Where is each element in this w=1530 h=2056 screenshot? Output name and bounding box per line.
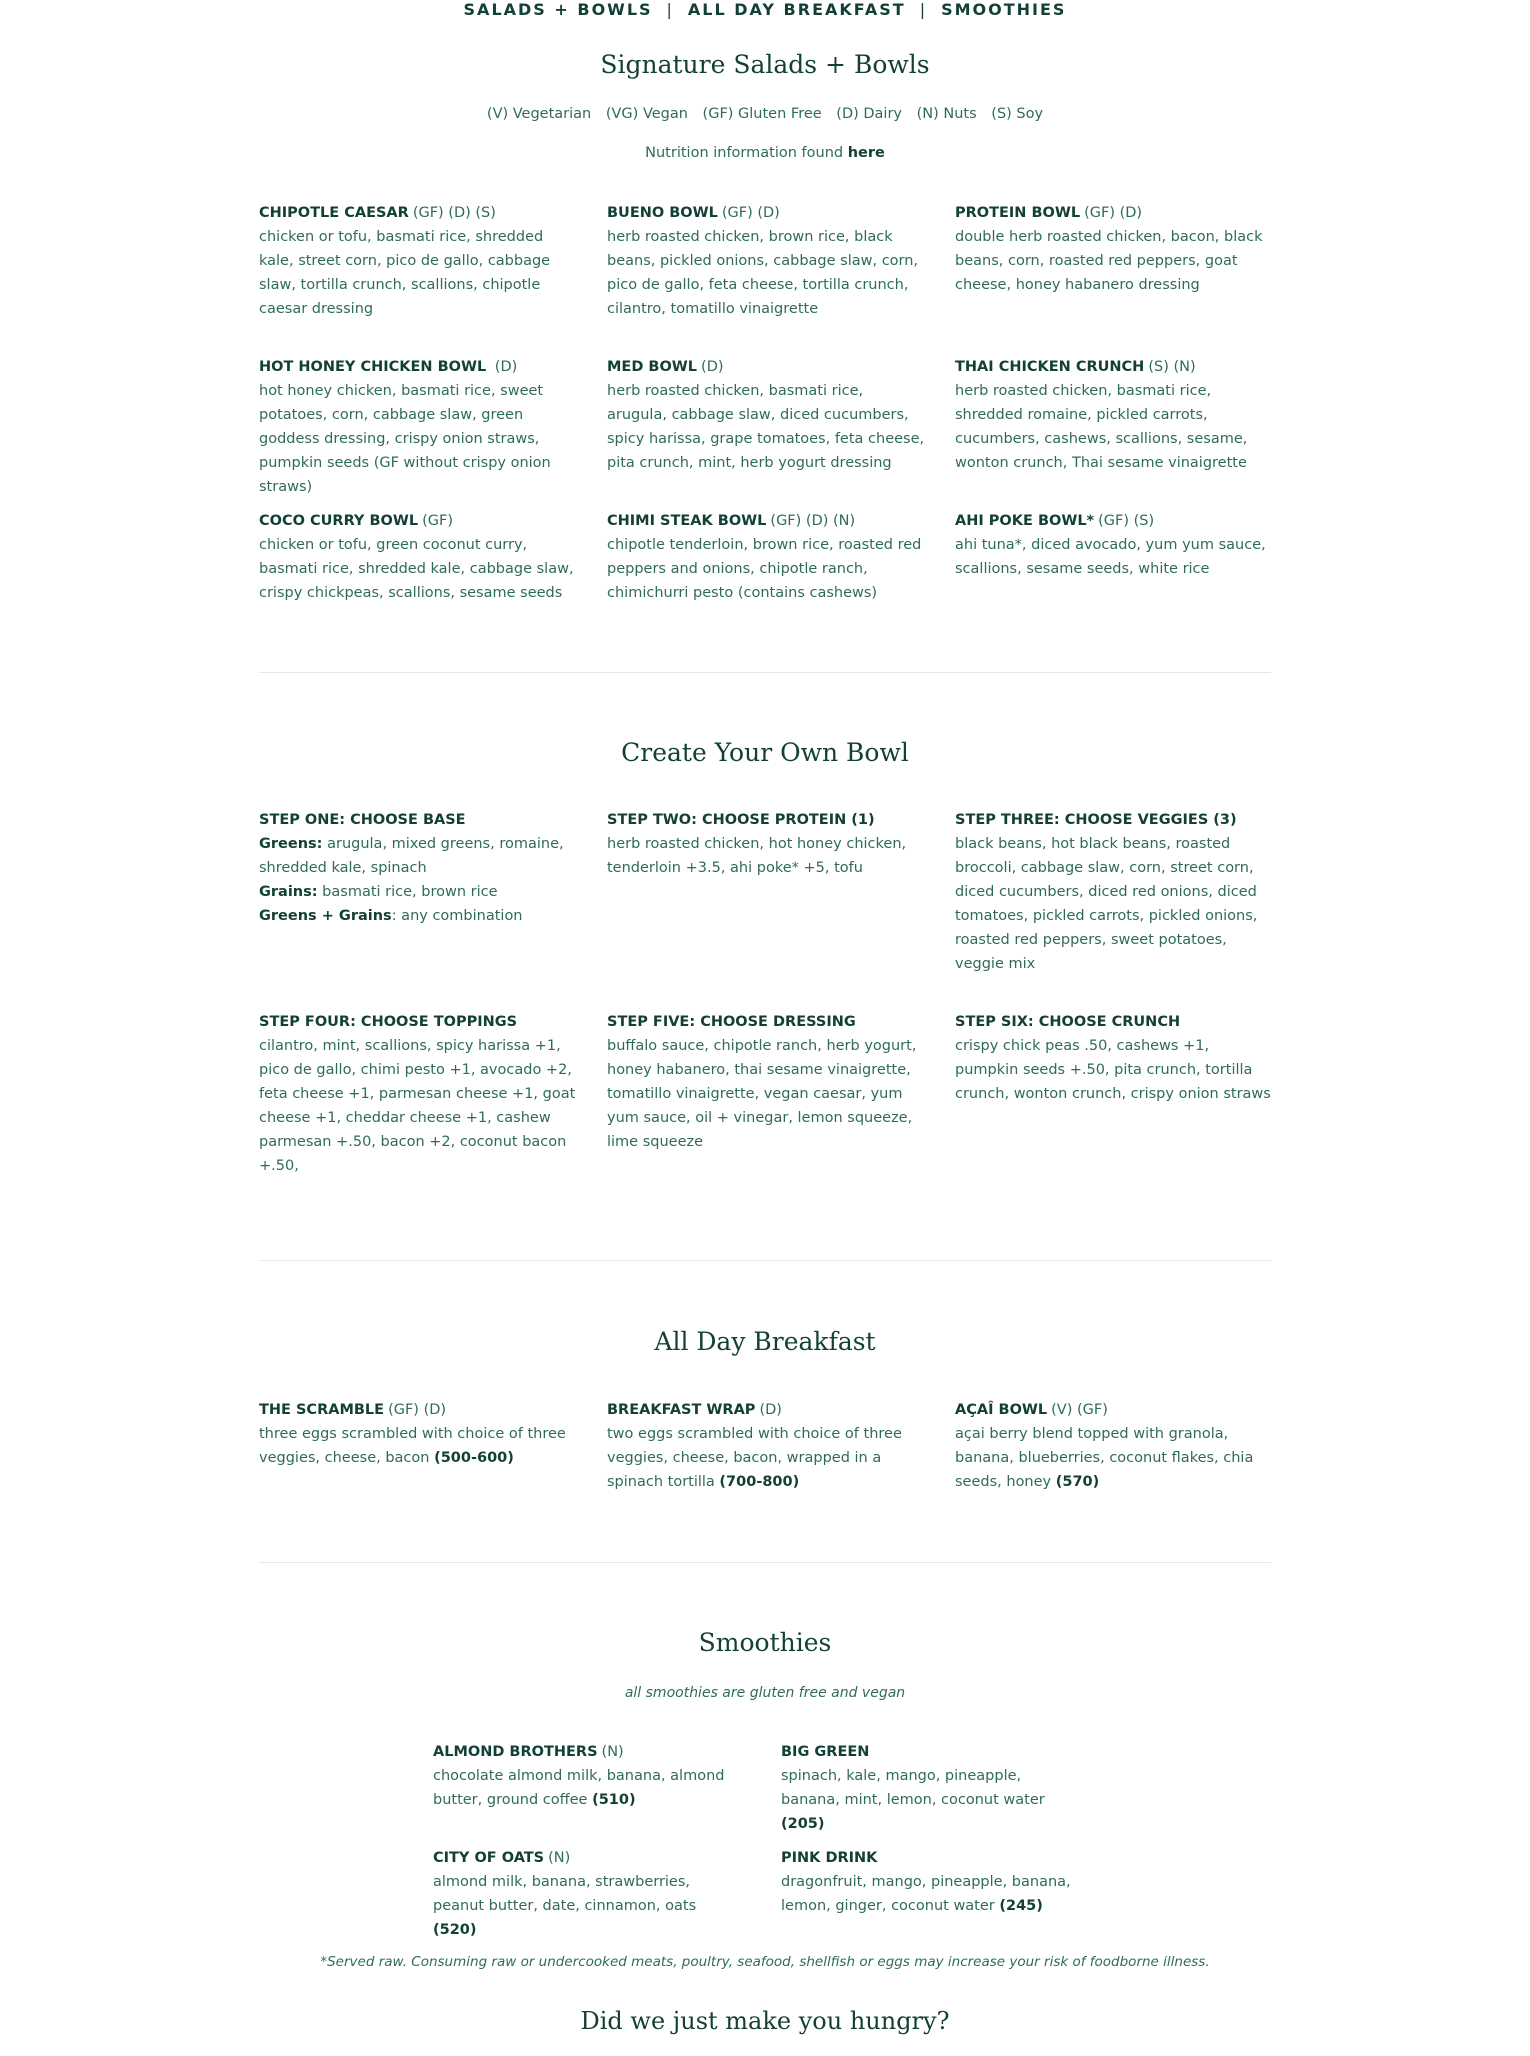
item-calories: (520) xyxy=(433,1922,477,1938)
item-name: MED BOWL xyxy=(607,359,698,375)
item-description xyxy=(781,1870,1081,1918)
item-calories: (700-800) xyxy=(719,1474,800,1490)
step-line-text: basmati rice, brown rice xyxy=(317,884,498,900)
item-calories: (510) xyxy=(592,1792,636,1808)
item-calories: (245) xyxy=(999,1898,1043,1914)
step-line-label: Greens: xyxy=(259,836,323,852)
item-desc-text: açai berry blend topped with granola, banana, blueberries, coconut flakes, chia seeds, honey xyxy=(955,1426,1254,1490)
legend-item: (S) Soy xyxy=(991,106,1044,122)
item-name: BREAKFAST WRAP xyxy=(607,1402,756,1418)
item-calories: (500-600) xyxy=(434,1450,514,1466)
legend-item: (GF) Gluten Free xyxy=(702,106,822,122)
item-desc-text: chocolate almond milk, banana, almond butter, ground coffee xyxy=(433,1768,725,1808)
step-line-text: : any combination xyxy=(391,908,523,924)
step-name: STEP ONE: CHOOSE BASE xyxy=(259,812,466,828)
item-tags: (GF) (D) (N) xyxy=(770,513,856,529)
item-tags: (GF) (D) xyxy=(1084,205,1143,221)
nav-smoothies[interactable]: SMOOTHIES xyxy=(941,0,1067,19)
step-block xyxy=(955,1010,1273,1106)
item-name: BUENO BOWL xyxy=(607,205,718,221)
step-description: buffalo sauce, chipotle ranch, herb yogurt, honey habanero, thai sesame vinaigrette, tomatillo vinaigrette, vegan caesar, yum yum sauce, oil + vinegar, lemon squeeze, lime squeeze xyxy=(607,1038,917,1150)
item-name: AHI POKE BOWL* xyxy=(955,513,1095,529)
menu-item xyxy=(781,1846,1081,1918)
legend-item: (N) Nuts xyxy=(916,106,977,122)
menu-item xyxy=(259,1398,577,1470)
menu-item xyxy=(259,355,577,499)
item-tags: (GF) (S) xyxy=(1098,513,1155,529)
item-tags: (D) xyxy=(490,359,518,375)
smoothies-title: Smoothies xyxy=(698,1628,832,1657)
section-divider xyxy=(259,672,1271,673)
create-title: Create Your Own Bowl xyxy=(621,738,909,767)
item-description: chipotle tenderloin, brown rice, roasted red peppers and onions, chipotle ranch, chimichurri pesto (contains cashews) xyxy=(607,537,922,601)
item-tags: (GF) (D) xyxy=(388,1402,447,1418)
item-name: THE SCRAMBLE xyxy=(259,1402,385,1418)
item-name: PINK DRINK xyxy=(781,1850,878,1866)
menu-item xyxy=(259,509,577,605)
item-name: CHIMI STEAK BOWL xyxy=(607,513,767,529)
menu-item xyxy=(607,355,925,475)
item-tags: (V) (GF) xyxy=(1051,1402,1108,1418)
step-name: STEP FIVE: CHOOSE DRESSING xyxy=(607,1014,856,1030)
item-tags: (S) (N) xyxy=(1148,359,1196,375)
cta-title: Did we just make you hungry? xyxy=(580,2007,950,2035)
item-name: THAI CHICKEN CRUNCH xyxy=(955,359,1145,375)
section-divider xyxy=(259,1260,1271,1261)
dietary-legend xyxy=(0,106,1530,122)
item-description: herb roasted chicken, basmati rice, arugula, cabbage slaw, diced cucumbers, spicy harissa, grape tomatoes, feta cheese, pita crunch, mint, herb yogurt dressing xyxy=(607,383,925,471)
legend-item: (V) Vegetarian xyxy=(486,106,592,122)
legend-item: (VG) Vegan xyxy=(605,106,688,122)
item-desc-text: dragonfruit, mango, pineapple, banana, lemon, ginger, coconut water xyxy=(781,1874,1071,1914)
menu-item xyxy=(955,201,1273,297)
menu-item xyxy=(955,355,1273,475)
nutrition-text: Nutrition information found xyxy=(645,145,848,161)
step-name: STEP THREE: CHOOSE VEGGIES (3) xyxy=(955,812,1237,828)
smoothies-subtitle: all smoothies are gluten free and vegan xyxy=(624,1685,906,1701)
step-block xyxy=(259,1010,577,1178)
step-block xyxy=(955,808,1273,976)
item-description xyxy=(955,1422,1273,1494)
item-calories: (570) xyxy=(1055,1474,1100,1490)
step-block xyxy=(607,1010,925,1154)
step-line xyxy=(259,904,577,928)
item-tags: (GF) (D) xyxy=(721,205,780,221)
nutrition-link[interactable]: here xyxy=(847,145,885,161)
signature-title: Signature Salads + Bowls xyxy=(600,50,930,79)
item-tags: (GF) xyxy=(422,513,453,529)
nutrition-note xyxy=(0,145,1530,161)
step-description: cilantro, mint, scallions, spicy harissa +1, pico de gallo, chimi pesto +1, avocado +2, feta cheese +1, parmesan cheese +1, goat cheese +1, cheddar cheese +1, cashew parmesan +.50, bacon +2, coconut bacon +.50, xyxy=(259,1038,576,1174)
menu-item xyxy=(607,201,925,321)
menu-item xyxy=(433,1740,733,1812)
step-block xyxy=(259,808,577,928)
step-description: crispy chick peas .50, cashews +1, pumpkin seeds +.50, pita crunch, tortilla crunch, wonton crunch, crispy onion straws xyxy=(955,1038,1271,1102)
step-name: STEP TWO: CHOOSE PROTEIN (1) xyxy=(607,812,875,828)
item-name: HOT HONEY CHICKEN BOWL xyxy=(259,359,487,375)
top-nav xyxy=(0,0,1530,22)
item-description xyxy=(433,1870,733,1942)
menu-item xyxy=(781,1740,1081,1836)
item-name: PROTEIN BOWL xyxy=(955,205,1081,221)
nav-all-day-breakfast[interactable]: ALL DAY BREAKFAST xyxy=(687,0,906,19)
menu-item xyxy=(955,1398,1273,1494)
menu-item xyxy=(607,509,925,605)
item-desc-text: two eggs scrambled with choice of three veggies, cheese, bacon, wrapped in a spinach tortilla xyxy=(607,1426,902,1490)
item-description xyxy=(433,1764,733,1812)
item-description: herb roasted chicken, brown rice, black beans, pickled onions, cabbage slaw, corn, pico de gallo, feta cheese, tortilla crunch, cilantro, tomatillo vinaigrette xyxy=(607,229,919,317)
raw-food-disclaimer: *Served raw. Consuming raw or undercooked meats, poultry, seafood, shellfish or eggs may increase your risk of foodborne illness. xyxy=(320,1954,1210,1970)
step-description: herb roasted chicken, hot honey chicken, tenderloin +3.5, ahi poke* +5, tofu xyxy=(607,836,907,876)
step-line-label: Grains: xyxy=(259,884,318,900)
item-description: double herb roasted chicken, bacon, black beans, corn, roasted red peppers, goat cheese, honey habanero dressing xyxy=(955,229,1263,293)
item-tags: (N) xyxy=(601,1744,624,1760)
step-line-text: arugula, mixed greens, romaine, shredded kale, spinach xyxy=(259,836,564,876)
item-description: hot honey chicken, basmati rice, sweet potatoes, corn, cabbage slaw, green goddess dressing, crispy onion straws, pumpkin seeds (GF without crispy onion straws) xyxy=(259,383,551,495)
item-desc-text: spinach, kale, mango, pineapple, banana, mint, lemon, coconut water xyxy=(781,1768,1045,1808)
section-divider xyxy=(259,1562,1271,1563)
legend-item: (D) Dairy xyxy=(836,106,903,122)
step-line xyxy=(259,832,577,880)
item-calories: (205) xyxy=(781,1816,825,1832)
step-line-label: Greens + Grains xyxy=(259,908,392,924)
nav-separator: | xyxy=(919,0,928,19)
item-description xyxy=(607,1422,925,1494)
step-block xyxy=(607,808,925,880)
menu-item xyxy=(433,1846,733,1942)
item-tags: (N) xyxy=(548,1850,571,1866)
menu-item xyxy=(259,201,577,321)
item-name: CHIPOTLE CAESAR xyxy=(259,205,409,221)
item-description xyxy=(781,1764,1081,1836)
nav-salads-bowls[interactable]: SALADS + BOWLS xyxy=(463,0,653,19)
step-name: STEP SIX: CHOOSE CRUNCH xyxy=(955,1014,1181,1030)
item-tags: (D) xyxy=(759,1402,782,1418)
nav-separator: | xyxy=(666,0,674,19)
item-description: ahi tuna*, diced avocado, yum yum sauce, scallions, sesame seeds, white rice xyxy=(955,537,1266,577)
menu-item xyxy=(955,509,1273,581)
step-line xyxy=(259,880,577,904)
item-description xyxy=(259,1422,577,1470)
item-name: ALMOND BROTHERS xyxy=(433,1744,598,1760)
step-description: black beans, hot black beans, roasted broccoli, cabbage slaw, corn, street corn, diced cucumbers, diced red onions, diced tomatoes, pickled carrots, pickled onions, roasted red peppers, sweet potatoes, veggie mix xyxy=(955,836,1258,972)
item-name: AÇAÎ BOWL xyxy=(955,1402,1048,1418)
menu-item xyxy=(607,1398,925,1494)
item-description: chicken or tofu, basmati rice, shredded kale, street corn, pico de gallo, cabbage slaw, tortilla crunch, scallions, chipotle caesar dressing xyxy=(259,229,551,317)
item-tags: (D) xyxy=(701,359,724,375)
item-name: COCO CURRY BOWL xyxy=(259,513,419,529)
breakfast-title: All Day Breakfast xyxy=(654,1327,876,1356)
step-name: STEP FOUR: CHOOSE TOPPINGS xyxy=(259,1014,518,1030)
item-name: CITY OF OATS xyxy=(433,1850,545,1866)
item-tags: (GF) (D) (S) xyxy=(412,205,496,221)
item-description: chicken or tofu, green coconut curry, basmati rice, shredded kale, cabbage slaw, crispy chickpeas, scallions, sesame seeds xyxy=(259,537,574,601)
item-desc-text: three eggs scrambled with choice of three veggies, cheese, bacon xyxy=(259,1426,566,1466)
item-name: BIG GREEN xyxy=(781,1744,870,1760)
item-description: herb roasted chicken, basmati rice, shredded romaine, pickled carrots, cucumbers, cashews, scallions, sesame, wonton crunch, Thai sesame vinaigrette xyxy=(955,383,1248,471)
item-desc-text: almond milk, banana, strawberries, peanut butter, date, cinnamon, oats xyxy=(433,1874,697,1914)
